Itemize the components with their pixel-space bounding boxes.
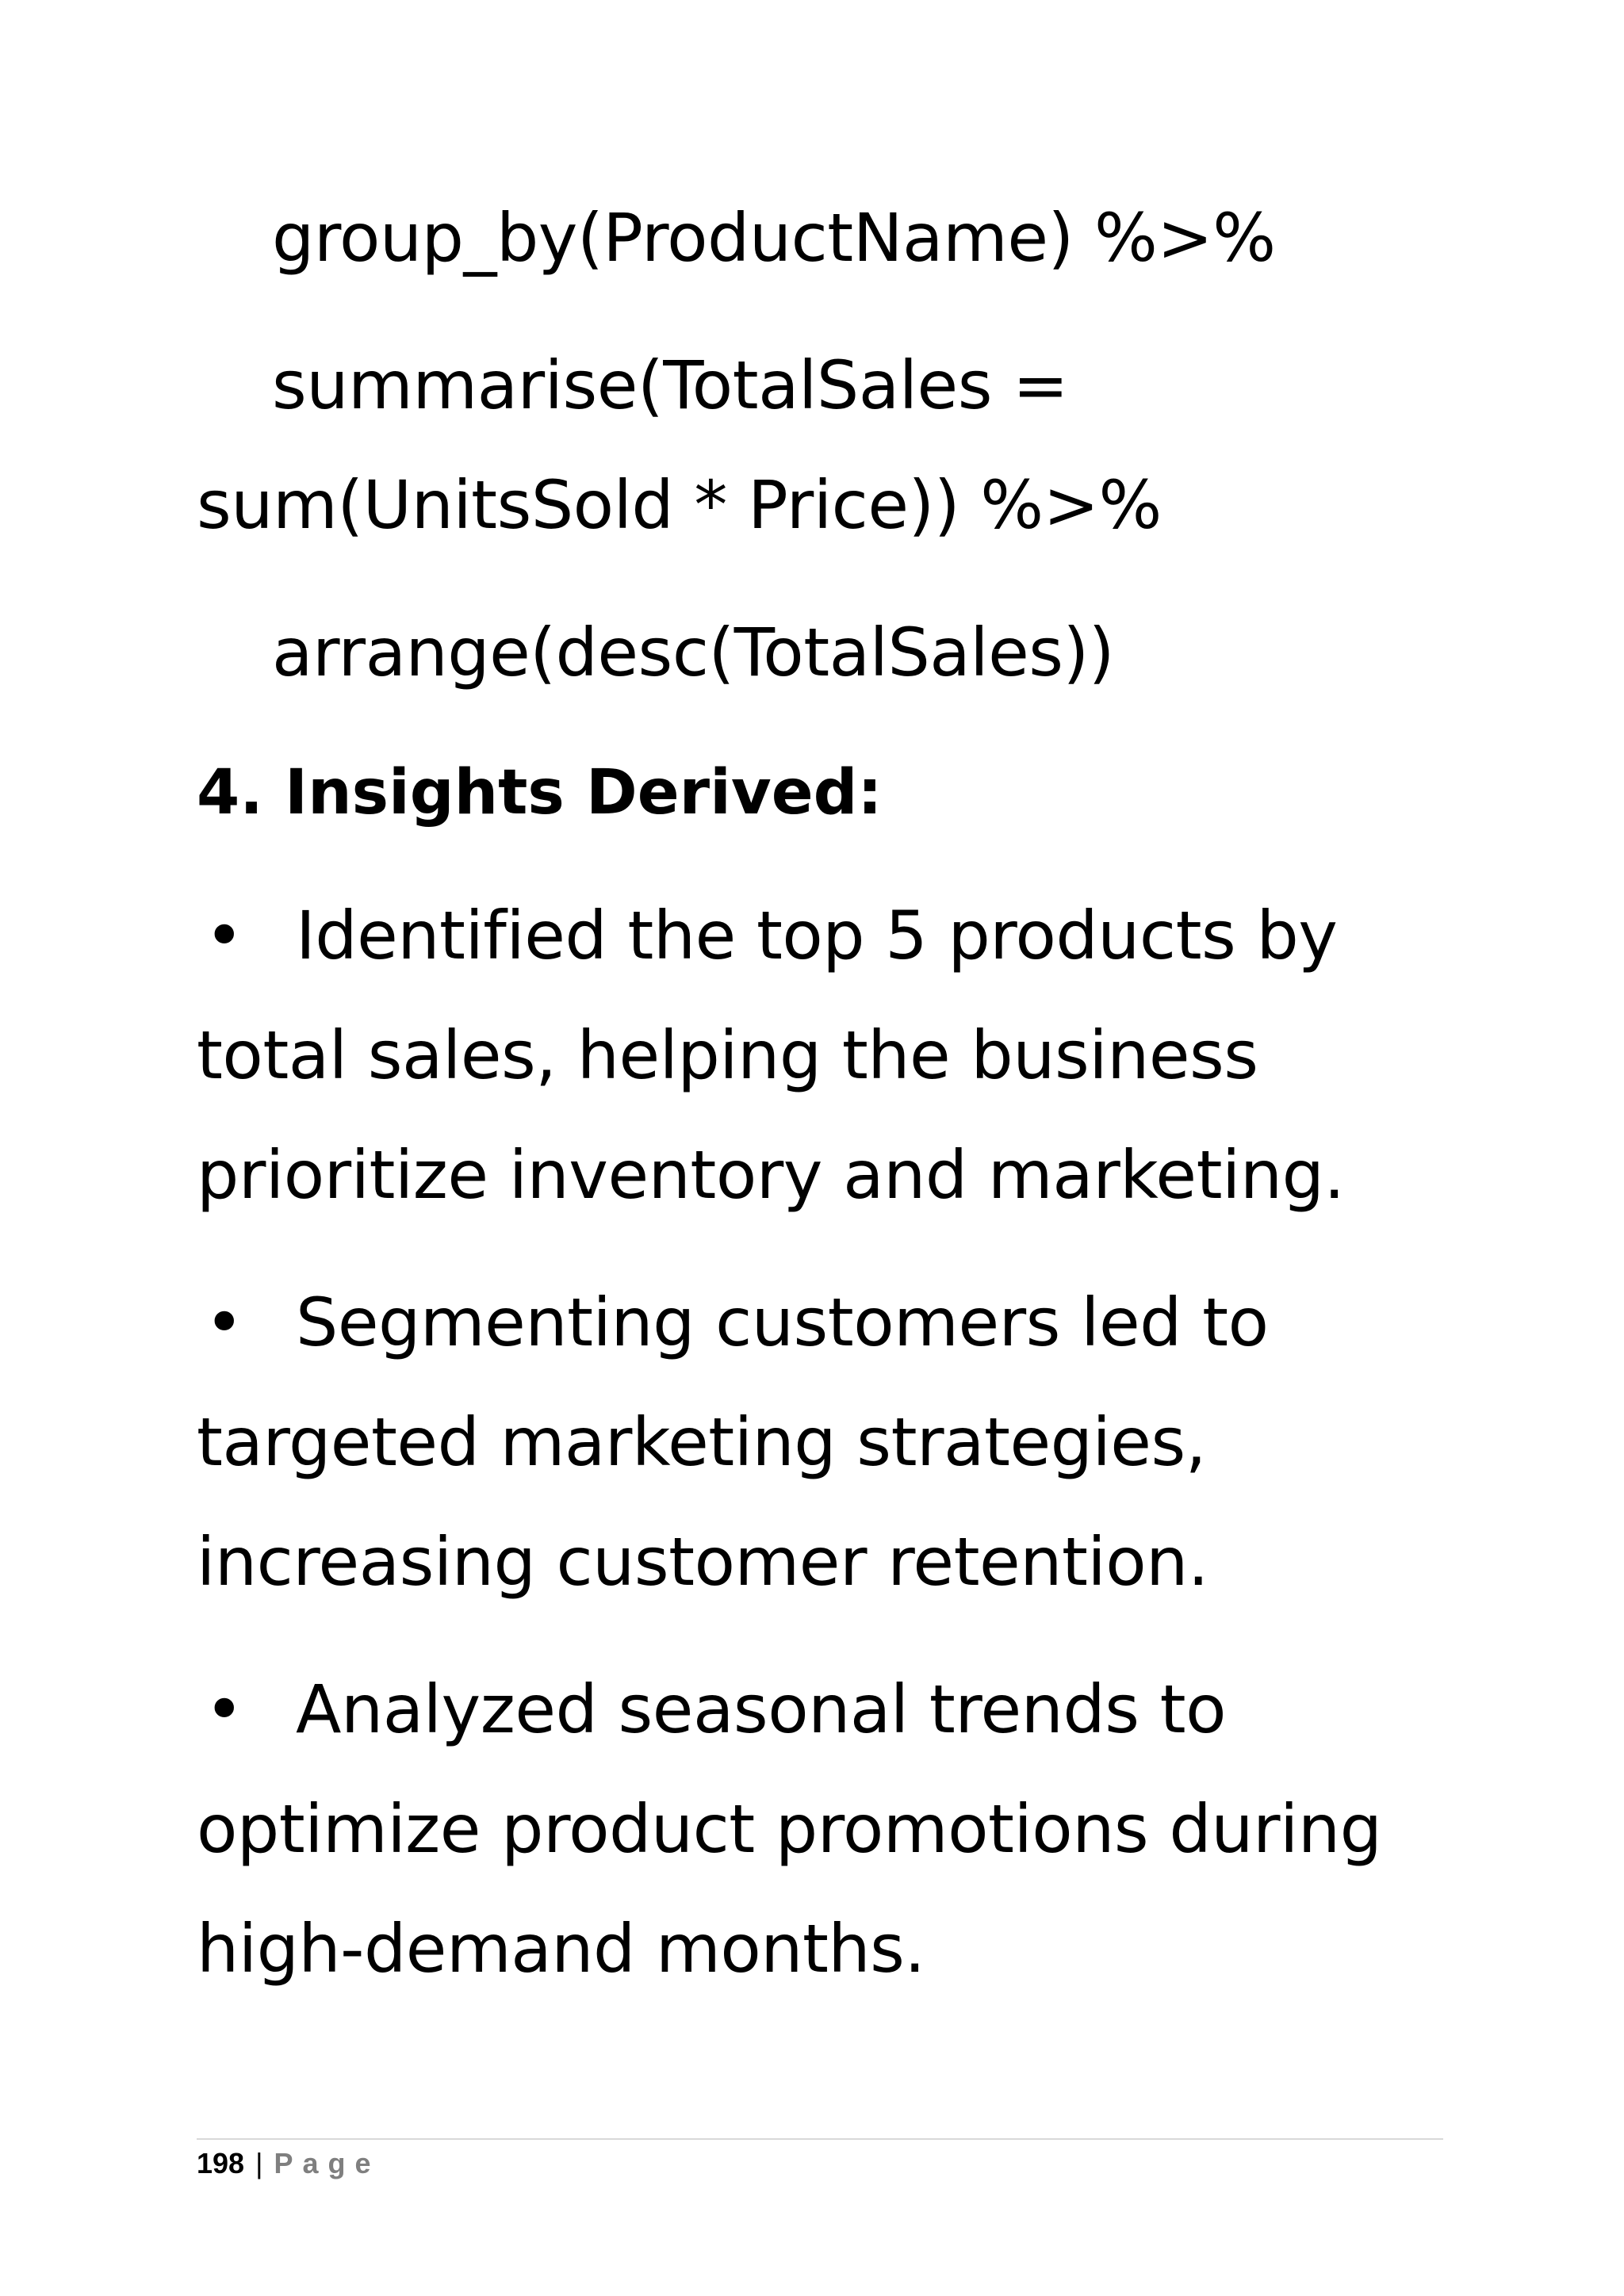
bullet-dot: •	[205, 1670, 244, 1748]
code-line-sum: sum(UnitsSold * Price)) %>%	[197, 466, 1162, 544]
code-line-group-by: group_by(ProductName) %>%	[272, 199, 1276, 277]
bullet-text-line: prioritize inventory and marketing.	[197, 1136, 1345, 1214]
bullet-text-line: increasing customer retention.	[197, 1523, 1209, 1601]
footer-separator: |	[255, 2147, 263, 2179]
page-number: 198	[197, 2147, 245, 2179]
code-line-summarise: summarise(TotalSales =	[272, 346, 1069, 424]
bullet-text-line: optimize product promotions during	[197, 1790, 1382, 1868]
bullet-text-line: high-demand months.	[197, 1910, 925, 1988]
bullet-text-line: Identified the top 5 products by	[296, 897, 1338, 974]
footer-divider	[197, 2138, 1443, 2140]
code-line-arrange: arrange(desc(TotalSales))	[272, 614, 1115, 691]
bullet-text-line: targeted marketing strategies,	[197, 1403, 1206, 1481]
page-footer	[197, 2144, 380, 2183]
page-label: Page	[274, 2147, 381, 2179]
bullet-text-line: Analyzed seasonal trends to	[296, 1670, 1226, 1748]
bullet-dot: •	[205, 1284, 244, 1361]
bullet-text-line: total sales, helping the business	[197, 1016, 1258, 1094]
bullet-text-line: Segmenting customers led to	[296, 1284, 1269, 1361]
section-heading: 4. Insights Derived:	[197, 757, 883, 828]
bullet-dot: •	[205, 897, 244, 974]
